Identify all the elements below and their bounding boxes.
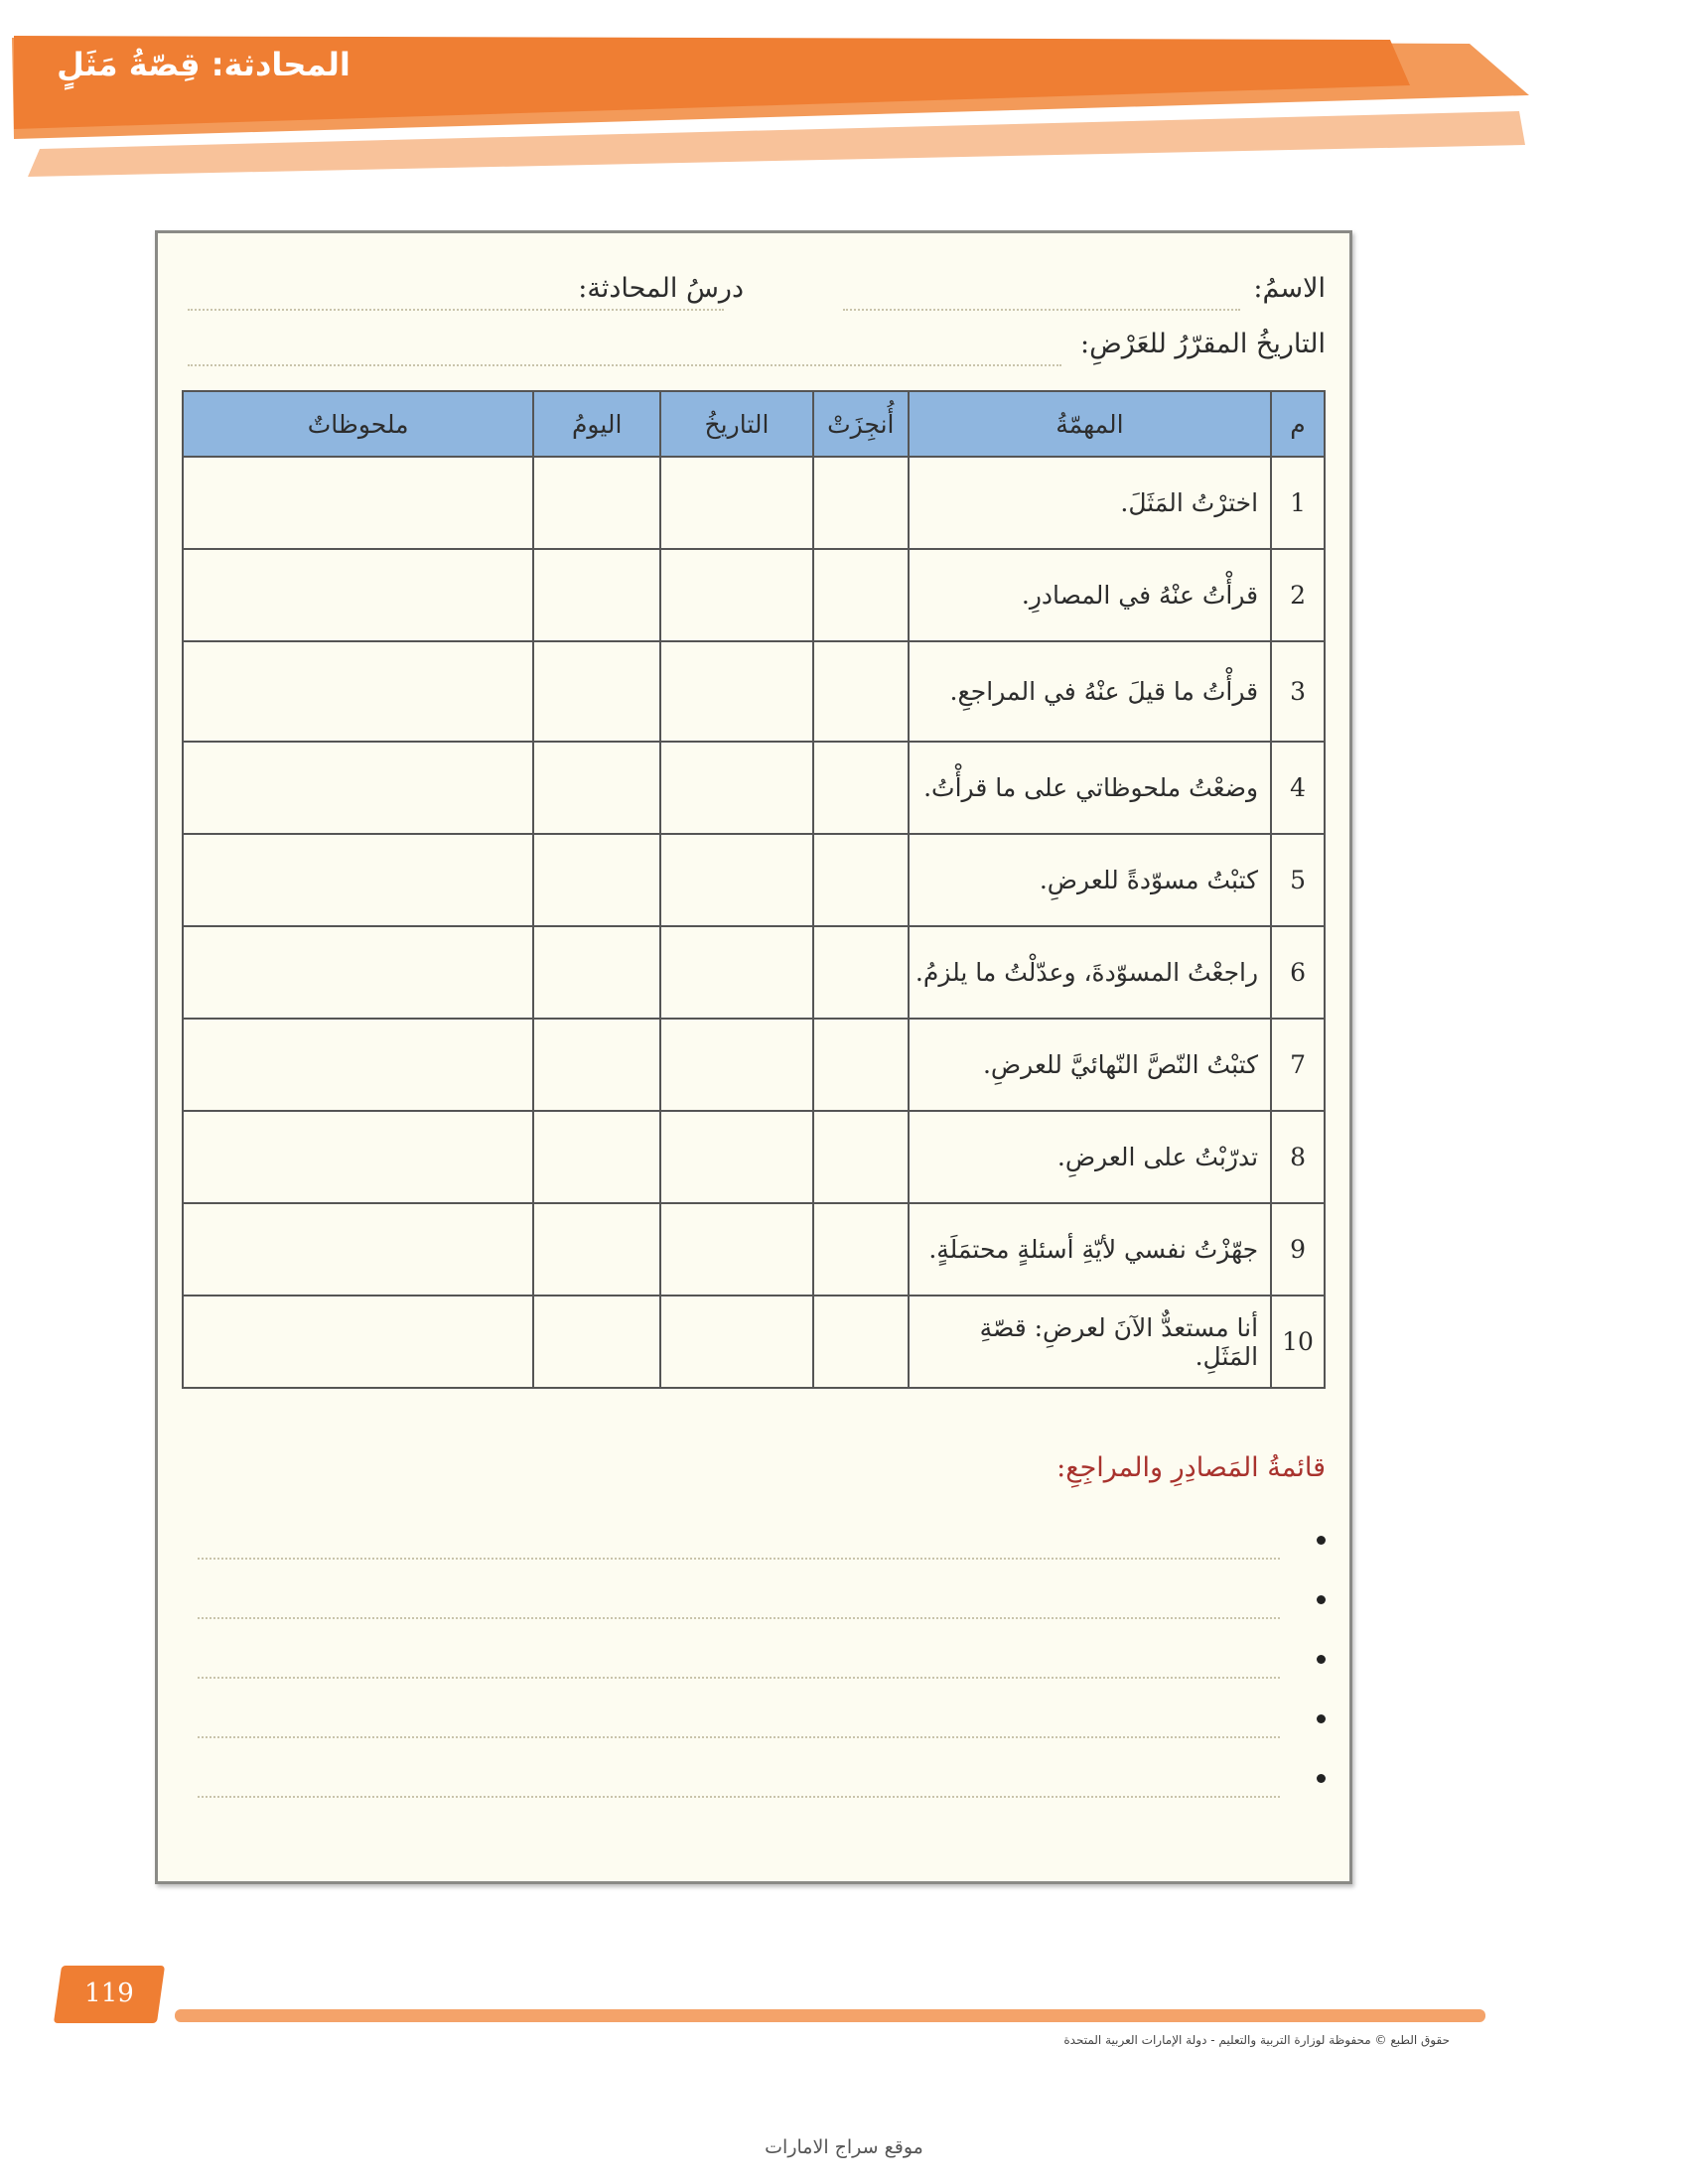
row-task: قرأْتُ عنْهُ في المصادرِ. [909, 549, 1271, 641]
lesson-line[interactable] [188, 309, 724, 311]
row-task: قرأْتُ ما قيلَ عنْهُ في المراجعِ. [909, 641, 1271, 742]
cell-notes[interactable] [183, 457, 533, 549]
cell-date[interactable] [660, 1111, 813, 1203]
cell-date[interactable] [660, 549, 813, 641]
bullet-icon [1317, 1714, 1326, 1723]
table-row [183, 926, 1325, 1019]
col-header-date: التاريخُ [660, 391, 813, 457]
row-number: 5 [1271, 834, 1325, 926]
col-header-task: المهمّةُ [909, 391, 1271, 457]
cell-day[interactable] [533, 742, 660, 834]
cell-notes[interactable] [183, 1203, 533, 1296]
cell-day[interactable] [533, 457, 660, 549]
cell-done[interactable] [813, 742, 909, 834]
col-header-done: أُنجِزَتْ [813, 391, 909, 457]
col-header-notes: ملحوظاتٌ [183, 391, 533, 457]
cell-date[interactable] [660, 1296, 813, 1388]
cell-day[interactable] [533, 926, 660, 1019]
cell-notes[interactable] [183, 742, 533, 834]
row-task: تدرّبْتُ على العرضِ. [909, 1111, 1271, 1203]
cell-date[interactable] [660, 641, 813, 742]
sources-title: قائمةُ المَصادِرِ والمراجِعِ: [1056, 1452, 1326, 1483]
row-number: 1 [1271, 457, 1325, 549]
cell-day[interactable] [533, 549, 660, 641]
bullet-icon [1317, 1536, 1326, 1545]
source-line[interactable] [198, 1617, 1280, 1619]
cell-date[interactable] [660, 1019, 813, 1111]
row-number: 8 [1271, 1111, 1325, 1203]
cell-day[interactable] [533, 1111, 660, 1203]
date-label: التاريخُ المقرّرُ للعَرْضِ: [1079, 329, 1326, 359]
cell-done[interactable] [813, 834, 909, 926]
row-number: 2 [1271, 549, 1325, 641]
row-number: 9 [1271, 1203, 1325, 1296]
table-row [183, 834, 1325, 926]
source-line[interactable] [198, 1796, 1280, 1798]
lesson-label: درسُ المحادثة: [578, 273, 744, 304]
cell-notes[interactable] [183, 1019, 533, 1111]
table-row [183, 1111, 1325, 1203]
col-header-day: اليومُ [533, 391, 660, 457]
row-number: 7 [1271, 1019, 1325, 1111]
row-task: كتبْتُ النّصَّ النّهائيَّ للعرضِ. [909, 1019, 1271, 1111]
cell-done[interactable] [813, 1111, 909, 1203]
bullet-icon [1317, 1774, 1326, 1783]
cell-notes[interactable] [183, 926, 533, 1019]
name-line[interactable] [843, 309, 1240, 311]
table-row [183, 641, 1325, 742]
page-number: 119 [84, 1979, 134, 2008]
table-row [183, 549, 1325, 641]
cell-date[interactable] [660, 742, 813, 834]
cell-day[interactable] [533, 641, 660, 742]
cell-date[interactable] [660, 926, 813, 1019]
row-task: اخترْتُ المَثَلَ. [909, 457, 1271, 549]
table-row [183, 1019, 1325, 1111]
row-task: راجعْتُ المسوّدةَ، وعدّلْتُ ما يلزمُ. [909, 926, 1271, 1019]
row-task: جهّزْتُ نفسي لأيّةِ أسئلةٍ محتمَلَةٍ. [909, 1203, 1271, 1296]
cell-day[interactable] [533, 1019, 660, 1111]
cell-notes[interactable] [183, 641, 533, 742]
page-title: المحادثة: قِصّةُ مَثَلٍ [57, 46, 351, 83]
table-row [183, 1296, 1325, 1388]
row-number: 4 [1271, 742, 1325, 834]
cell-day[interactable] [533, 1296, 660, 1388]
bullet-icon [1317, 1595, 1326, 1604]
header-banner [0, 0, 1688, 199]
cell-done[interactable] [813, 549, 909, 641]
col-header-number: م [1271, 391, 1325, 457]
cell-done[interactable] [813, 641, 909, 742]
cell-notes[interactable] [183, 834, 533, 926]
worksheet-card [155, 230, 1352, 1884]
footer-rule [175, 2009, 1485, 2022]
row-number: 10 [1271, 1296, 1325, 1388]
cell-done[interactable] [813, 926, 909, 1019]
tasks-table [182, 390, 1326, 1389]
bullet-icon [1317, 1655, 1326, 1664]
cell-date[interactable] [660, 457, 813, 549]
cell-day[interactable] [533, 1203, 660, 1296]
row-task: وضعْتُ ملحوظاتي على ما قرأْتُ. [909, 742, 1271, 834]
row-number: 6 [1271, 926, 1325, 1019]
cell-done[interactable] [813, 1019, 909, 1111]
cell-done[interactable] [813, 1296, 909, 1388]
cell-notes[interactable] [183, 1111, 533, 1203]
row-task: كتبْتُ مسوّدةً للعرضِ. [909, 834, 1271, 926]
table-row [183, 742, 1325, 834]
table-row [183, 457, 1325, 549]
source-line[interactable] [198, 1736, 1280, 1738]
source-line[interactable] [198, 1558, 1280, 1560]
cell-done[interactable] [813, 1203, 909, 1296]
name-label: الاسمُ: [1253, 273, 1326, 304]
source-line[interactable] [198, 1677, 1280, 1679]
cell-notes[interactable] [183, 549, 533, 641]
row-task: أنا مستعدٌّ الآنَ لعرضِ: قصّةِ المَثَلِ. [909, 1296, 1271, 1388]
table-header-row [183, 391, 1325, 457]
site-name: موقع سراج الامارات [765, 2136, 923, 2158]
date-line[interactable] [188, 364, 1061, 366]
row-number: 3 [1271, 641, 1325, 742]
cell-day[interactable] [533, 834, 660, 926]
table-row [183, 1203, 1325, 1296]
cell-notes[interactable] [183, 1296, 533, 1388]
cell-done[interactable] [813, 457, 909, 549]
cell-date[interactable] [660, 834, 813, 926]
cell-date[interactable] [660, 1203, 813, 1296]
copyright-notice: حقوق الطبع © محفوظة لوزارة التربية والتعليم - دولة الإمارات العربية المتحدة [1063, 2033, 1450, 2047]
